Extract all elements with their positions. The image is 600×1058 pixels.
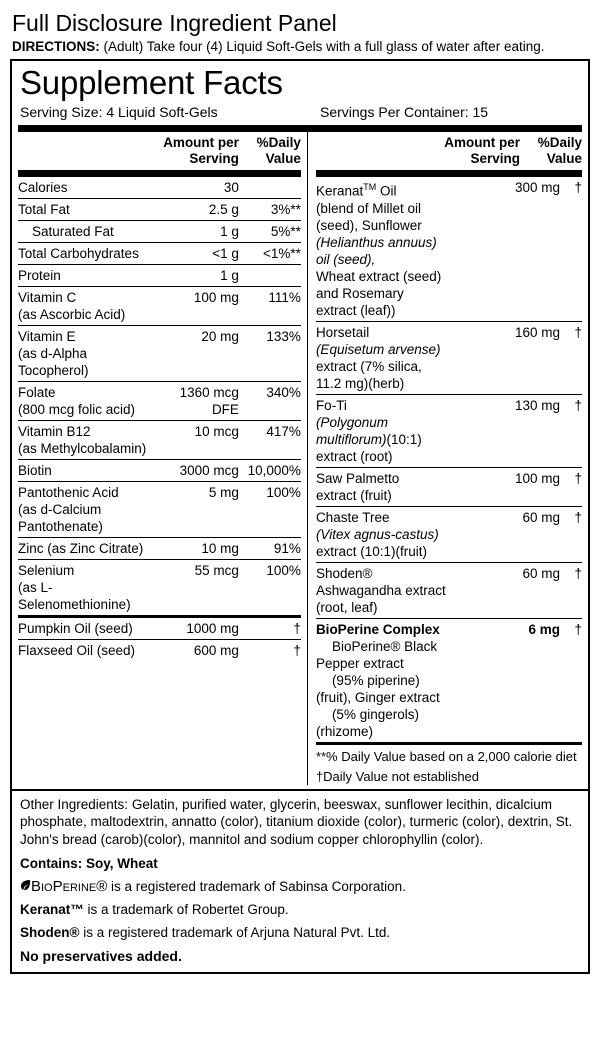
nutrient-daily-value: 3%** [270, 202, 301, 217]
nutrient-amount: 600 mg [193, 643, 239, 658]
trademark-text: is a registered trademark of Sabinsa Corporation. [107, 878, 406, 894]
directions-text: (Adult) Take four (4) Liquid Soft-Gels with a full glass of water after eating. [103, 39, 545, 54]
ingredient-amount: 100 mg [514, 470, 560, 486]
table-row [316, 619, 582, 742]
ingredient-subtext: BioPerine® Black Pepper extract [315, 638, 438, 671]
leaf-icon [20, 877, 31, 896]
trademark-line [20, 923, 580, 942]
nutrient-daily-value: 417% [266, 424, 301, 439]
servings-per-container: Servings Per Container: 15 [320, 104, 489, 120]
table-row [18, 221, 301, 243]
ingredient-daily-value: † [574, 397, 582, 413]
nutrient-subtext: (as d-Alpha Tocopherol) [18, 346, 89, 378]
amount-per-serving-header: Amount per Serving [163, 135, 239, 166]
nutrient-name: Folate (800 mcg folic acid) [18, 385, 136, 417]
ingredient-subtext: extract (fruit) [315, 487, 392, 503]
table-row [18, 460, 301, 482]
nutrient-daily-value: † [293, 621, 301, 636]
ingredient-name: Chaste Tree (Vitex agnus-castus) extract (10:1)(fruit) [315, 509, 439, 559]
nutrition-columns [18, 125, 582, 785]
nutrient-amount: 5 mg [208, 485, 239, 500]
nutrient-amount: 30 [223, 180, 239, 195]
nutrient-daily-value: <1%** [263, 246, 301, 261]
ingredient-amount: 300 mg [514, 180, 560, 195]
table-row [18, 177, 301, 199]
ingredient-subtext: (Polygonum multiflorum)(10:1) [315, 414, 422, 447]
ingredient-name: Keranat™ Oil (blend of Millet oil (seed), Sunflower (Helianthus annuus) oil (seed), Wheat extract (seed) and Rosemary extract (leaf)) [315, 182, 442, 318]
table-row [18, 265, 301, 287]
serving-info [20, 103, 582, 121]
footnote-dv-not-established: †Daily Value not established [315, 768, 480, 784]
table-row [316, 507, 582, 563]
ingredient-name: Fo-Ti (Polygonum multiflorum)(10:1) extract (root) [315, 397, 422, 464]
nutrient-amount: 10 mcg [194, 424, 239, 439]
nutrient-amount: 3000 mcg [179, 463, 239, 478]
table-row [18, 538, 301, 560]
ingredient-name: BioPerine Complex BioPerine® Black Pepper extract (95% piperine)(fruit), Ginger extract (5% gingerols)(rhizome) [315, 621, 440, 739]
other-ingredients-label: Other Ingredients: [20, 796, 129, 812]
table-row [18, 287, 301, 326]
ingredient-daily-value: † [574, 324, 582, 340]
nutrient-name: Protein [18, 268, 61, 283]
ingredient-daily-value: † [574, 565, 582, 581]
ingredient-name: Horsetail (Equisetum arvense) extract (7% silica, 11.2 mg)(herb) [315, 324, 441, 391]
ingredient-daily-value: † [574, 180, 582, 195]
table-row [316, 395, 582, 468]
table-row [18, 482, 301, 538]
ingredient-amount: 130 mg [514, 397, 560, 413]
nutrient-name: Zinc (as Zinc Citrate) [18, 541, 144, 556]
serving-size: Serving Size: 4 Liquid Soft-Gels [20, 104, 218, 120]
nutrient-name: Pantothenic Acid (as d-Calcium Pantothenate) [18, 485, 119, 534]
nutrient-name: Saturated Fat [32, 224, 114, 239]
nutrient-daily-value: 100% [266, 563, 301, 578]
nutrient-name: Total Fat [18, 202, 70, 217]
nutrient-name: Vitamin E (as d-Alpha Tocopherol) [18, 329, 89, 378]
trademark-text: is a trademark of Robertet Group. [83, 901, 289, 917]
nutrient-subtext: (as Ascorbic Acid) [18, 307, 126, 322]
column-header-left [18, 132, 301, 177]
nutrient-subtext: (as L-Selenomethionine) [18, 580, 131, 612]
ingredient-daily-value: † [574, 509, 582, 525]
ingredient-subtext: (blend of Millet oil (seed), Sunflower [315, 200, 422, 233]
ingredient-subtext: (Vitex agnus-castus) extract (10:1)(fruit) [315, 526, 439, 559]
trademark-brand: Shoden® [20, 924, 80, 940]
trademark-brand: BioPerine® [31, 877, 108, 895]
nutrient-amount: 1000 mg [186, 621, 239, 636]
nutrient-rows-left [18, 177, 301, 661]
other-ingredients-box [10, 791, 590, 974]
supplement-facts-title: Supplement Facts [20, 64, 283, 101]
ingredient-subtext: extract (root) [315, 448, 393, 464]
table-row [18, 326, 301, 382]
nutrient-subtext: (800 mcg folic acid) [18, 402, 136, 417]
table-row [18, 382, 301, 421]
ingredient-subtext: (95% piperine)(fruit), Ginger extract [315, 672, 440, 705]
nutrient-name: Vitamin B12 (as Methylcobalamin) [18, 424, 147, 456]
nutrient-daily-value: † [293, 643, 301, 658]
ingredient-subtext: 11.2 mg)(herb) [315, 375, 405, 391]
nutrient-name: Total Carbohydrates [18, 246, 139, 261]
table-row [18, 421, 301, 460]
nutrient-amount: 1 g [220, 224, 239, 239]
directions-line [12, 38, 590, 55]
amount-per-serving-header: Amount per Serving [444, 135, 520, 166]
footnote-daily-value-basis: **% Daily Value based on a 2,000 calorie diet [316, 742, 582, 765]
table-row [18, 243, 301, 265]
trademark-notices [20, 877, 580, 942]
nutrition-column-left [18, 132, 305, 785]
nutrient-name: Flaxseed Oil (seed) [18, 643, 136, 658]
nutrient-amount: 20 mg [201, 329, 239, 344]
nutrient-subtext: (as d-Calcium Pantothenate) [18, 502, 103, 534]
nutrient-name: Calories [18, 180, 68, 195]
ingredient-amount: 60 mg [522, 565, 560, 581]
nutrient-daily-value: 100% [266, 485, 301, 500]
table-row [316, 177, 582, 322]
ingredient-daily-value: † [574, 621, 582, 637]
ingredient-subtext: Ashwagandha extract (root, leaf) [315, 582, 446, 615]
nutrition-column-right [307, 132, 582, 785]
nutrient-daily-value: 5%** [270, 224, 301, 239]
nutrient-name: Pumpkin Oil (seed) [18, 621, 133, 636]
nutrient-name: Selenium (as L-Selenomethionine) [18, 563, 131, 612]
nutrient-amount: 55 mcg [194, 563, 239, 578]
daily-value-header: %Daily Value [256, 135, 301, 166]
supplement-facts-box [10, 59, 590, 791]
other-ingredients-text: Gelatin, purified water, glycerin, beeswax, sunflower lecithin, dicalcium phosphate, maltodextrin, annatto (color), titanium dioxide (color), turmeric (color), dextrin, St. John's bread (carob)(color), mannitol and sodium copper chlorophyllin (color). [20, 796, 573, 847]
nutrient-daily-value: 340% [266, 385, 301, 400]
trademark-line [20, 900, 580, 919]
trademark-text: is a registered trademark of Arjuna Natural Pvt. Ltd. [79, 924, 391, 940]
ingredient-subtext: extract (leaf)) [315, 302, 396, 318]
nutrient-daily-value: 111% [268, 290, 301, 305]
table-row [18, 560, 301, 618]
ingredient-amount: 60 mg [522, 509, 560, 525]
ingredient-name: Saw Palmetto extract (fruit) [315, 470, 400, 503]
ingredient-amount: 160 mg [514, 324, 560, 340]
nutrient-name: Vitamin C (as Ascorbic Acid) [18, 290, 126, 322]
table-row [18, 199, 301, 221]
column-header-right [316, 132, 582, 177]
nutrient-subtext: (as Methylcobalamin) [18, 441, 147, 456]
table-row [316, 563, 582, 619]
ingredient-subtext: (5% gingerols)(rhizome) [315, 706, 419, 739]
table-row [18, 640, 301, 661]
table-row [316, 322, 582, 395]
nutrient-amount: 100 mg [193, 290, 239, 305]
table-row [316, 468, 582, 507]
table-row [18, 618, 301, 640]
nutrient-daily-value: 91% [273, 541, 301, 556]
nutrient-amount: 1360 mcg DFE [179, 385, 239, 417]
no-preservatives-note: No preservatives added. [20, 947, 182, 964]
ingredient-daily-value: † [574, 470, 582, 486]
allergen-contains: Contains: Soy, Wheat [20, 856, 158, 871]
nutrient-amount: 2.5 g [208, 202, 239, 217]
page-title: Full Disclosure Ingredient Panel [12, 10, 337, 36]
trademark-brand: Keranat™ [20, 901, 84, 917]
nutrient-amount: <1 g [212, 246, 239, 261]
daily-value-header: %Daily Value [537, 135, 582, 166]
nutrient-daily-value: 133% [266, 329, 301, 344]
nutrient-rows-right [316, 177, 582, 742]
ingredient-subtext: (Helianthus annuus) oil (seed), [315, 234, 437, 267]
nutrient-amount: 10 mg [201, 541, 239, 556]
nutrient-name: Biotin [18, 463, 52, 478]
nutrient-amount: 1 g [220, 268, 239, 283]
other-ingredients-line [20, 796, 580, 849]
ingredient-name: Shoden® Ashwagandha extract (root, leaf) [315, 565, 446, 615]
trademark-line [20, 877, 580, 896]
nutrient-daily-value: 10,000% [247, 463, 301, 478]
ingredient-subtext: Wheat extract (seed) and Rosemary [315, 268, 442, 301]
ingredient-amount: 6 mg [528, 621, 560, 637]
ingredient-subtext: (Equisetum arvense) extract (7% silica, [315, 341, 441, 374]
directions-label: DIRECTIONS: [12, 39, 100, 54]
